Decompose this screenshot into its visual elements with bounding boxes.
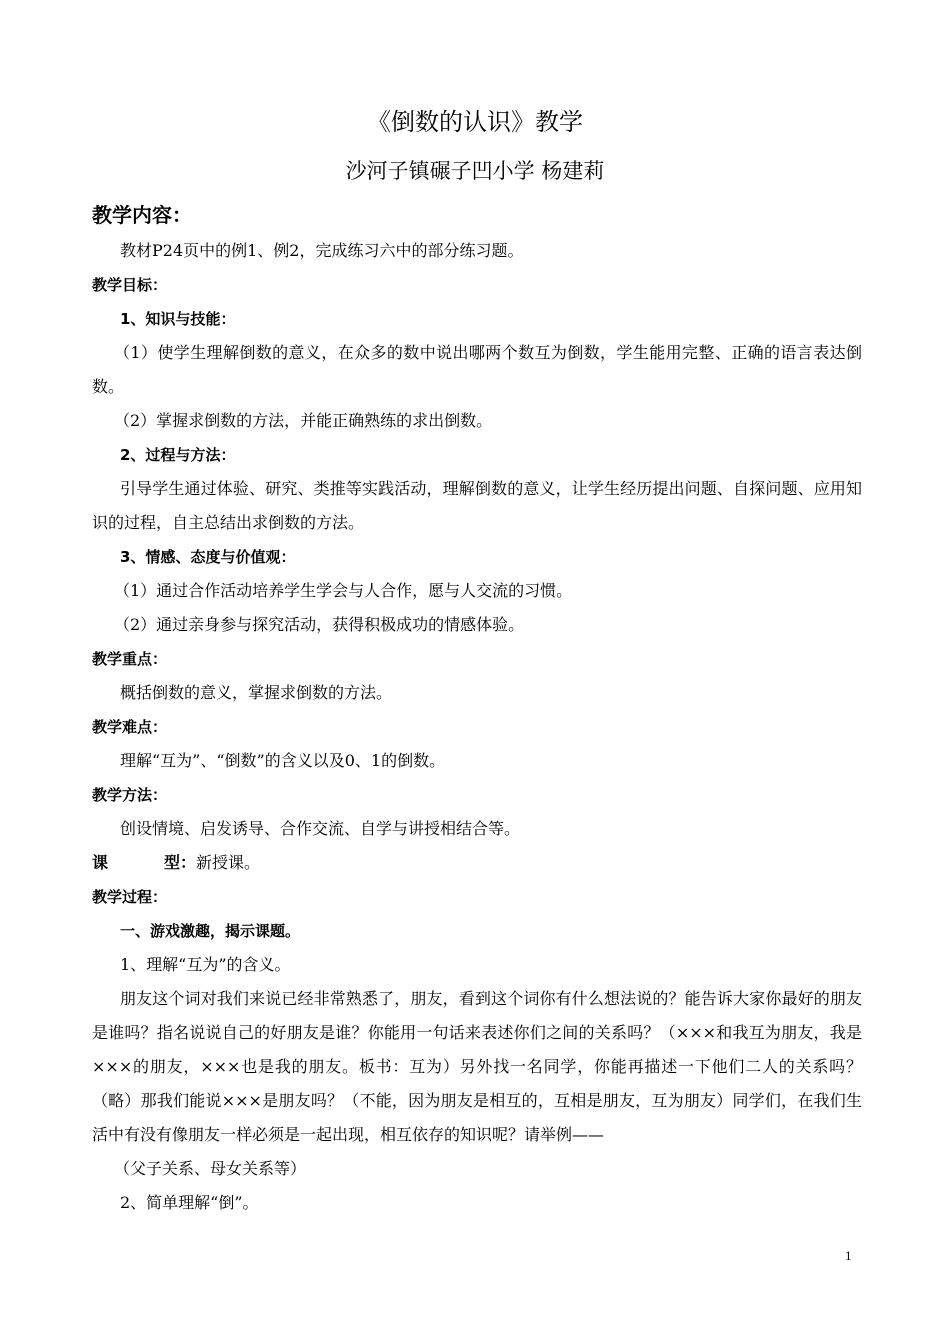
section-heading-process: 教学过程： — [92, 888, 168, 906]
document-title: 《倒数的认识》教学 — [367, 108, 583, 136]
goal2-text: 引导学生通过体验、研究、类推等实践活动，理解倒数的意义，让学生经历提出问题、自探问题、应用知识的过程，自主总结出求倒数的方法。 — [92, 479, 862, 532]
step1-paragraph: 朋友这个词对我们来说已经非常熟悉了，朋友，看到这个词你有什么想法说的？能告诉大家你最好的朋友是谁吗？指名说说自己的好朋友是谁？你能用一句话来表述你们之间的关系吗？（×××和我互为朋友，我是×××的朋友，×××也是我的朋友。板书：互为）另外找一名同学，你能再描述一下他们二人的关系吗？（略）那我们能说×××是朋友吗？（不能，因为朋友是相互的，互相是朋友，互为朋友）同学们，在我们生活中有没有像朋友一样必须是一起出现，相互依存的知识呢？请举例—— — [92, 989, 862, 1144]
section-heading-goals: 教学目标： — [92, 276, 168, 294]
goal3-item1: （1）通过合作活动培养学生学会与人合作，愿与人交流的习惯。 — [114, 581, 573, 600]
lesson-type-label-2: 型： — [164, 853, 197, 872]
author-line: 沙河子镇碾子凹小学 杨建莉 — [345, 159, 605, 183]
section-heading-difficulty: 教学难点： — [92, 718, 168, 736]
content-text: 教材P24页中的例1、例2，完成练习六中的部分练习题。 — [120, 241, 524, 260]
step1-sub1: 1、理解“互为”的含义。 — [120, 955, 291, 974]
page-number: 1 — [845, 1248, 852, 1263]
goal1-heading: 1、知识与技能： — [120, 310, 236, 328]
goal2-heading: 2、过程与方法： — [120, 446, 236, 464]
difficulty-text: 理解“互为”、“倒数”的含义以及0、1的倒数。 — [120, 751, 446, 770]
lesson-type-value: 新授课。 — [196, 853, 261, 872]
section-heading-key: 教学重点： — [92, 650, 168, 668]
step1-example: （父子关系、母女关系等） — [114, 1159, 307, 1178]
goal1-item1: （1）使学生理解倒数的意义，在众多的数中说出哪两个数互为倒数，学生能用完整、正确的语言表达倒数。 — [92, 343, 862, 396]
section-heading-method: 教学方法： — [92, 786, 168, 804]
key-text: 概括倒数的意义，掌握求倒数的方法。 — [120, 683, 393, 702]
document-body — [92, 198, 862, 1220]
step1-heading: 一、游戏激趣，揭示课题。 — [120, 922, 301, 940]
goal3-item2: （2）通过亲身参与探究活动，获得积极成功的情感体验。 — [114, 615, 525, 634]
lesson-type-line — [92, 846, 862, 880]
lesson-type-label-1: 课 — [92, 853, 109, 872]
method-text: 创设情境、启发诱导、合作交流、自学与讲授相结合等。 — [120, 819, 521, 838]
section-heading-content: 教学内容： — [92, 203, 192, 227]
step1-sub2: 2、简单理解“倒”。 — [120, 1193, 259, 1212]
goal1-item2: （2）掌握求倒数的方法，并能正确熟练的求出倒数。 — [114, 411, 493, 430]
goal3-heading: 3、情感、态度与价值观： — [120, 548, 296, 566]
